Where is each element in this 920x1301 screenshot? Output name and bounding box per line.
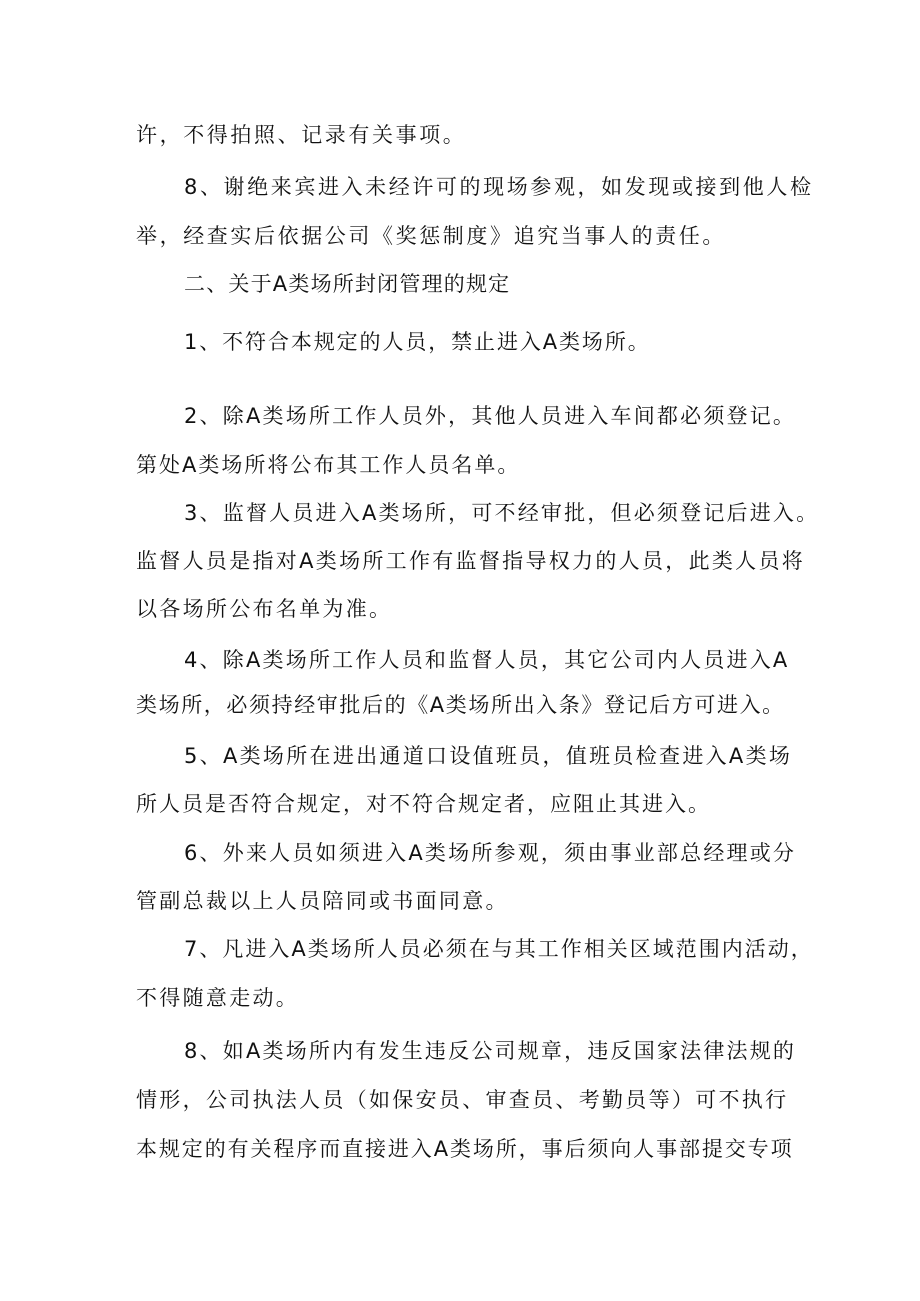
paragraph-line: 5、A类场所在进出通道口设值班员，值班员检查进入A类场 [184,744,793,768]
paragraph-line: 类场所，必须持经审批后的《A类场所出入条》登记后方可进入。 [136,693,785,717]
paragraph-line: 6、外来人员如须进入A类场所参观，须由事业部总经理或分 [184,841,797,865]
paragraph-line: 以各场所公布名单为准。 [136,597,393,621]
paragraph-line: 1、不符合本规定的人员，禁止进入A类场所。 [184,330,651,354]
paragraph-line: 4、除A类场所工作人员和监督人员，其它公司内人员进入A [184,648,790,672]
paragraph-line: 2、除A类场所工作人员外，其他人员进入车间都必须登记。 [184,404,797,428]
paragraph-line: 情形，公司执法人员（如保安员、审查员、考勤员等）可不执行 [136,1088,789,1112]
paragraph-line: 所人员是否符合规定，对不符合规定者，应阻止其进入。 [136,792,711,816]
paragraph-line: 7、凡进入A类场所人员必须在与其工作相关区域范围内活动， [184,937,814,961]
paragraph-line: 8、谢绝来宾进入未经许可的现场参观，如发现或接到他人检 [184,175,814,199]
paragraph-line: 许，不得拍照、记录有关事项。 [136,123,467,147]
paragraph-line: 第处A类场所将公布其工作人员名单。 [136,453,521,477]
paragraph-line: 8、如A类场所内有发生违反公司规章，违反国家法律法规的 [184,1039,797,1063]
paragraph-line: 管副总裁以上人员陪同或书面同意。 [136,889,509,913]
paragraph-line: 监督人员是指对A类场所工作有监督指导权力的人员，此类人员将 [136,549,806,573]
section-heading: 二、关于A类场所封闭管理的规定 [184,272,511,296]
paragraph-line: 3、监督人员进入A类场所，可不经审批，但必须登记后进入。 [184,501,820,525]
paragraph-line: 不得随意走动。 [136,986,300,1010]
paragraph-line: 举，经查实后依据公司《奖惩制度》追究当事人的责任。 [136,224,726,248]
paragraph-line: 本规定的有关程序而直接进入A类场所，事后须向人事部提交专项 [136,1137,794,1161]
